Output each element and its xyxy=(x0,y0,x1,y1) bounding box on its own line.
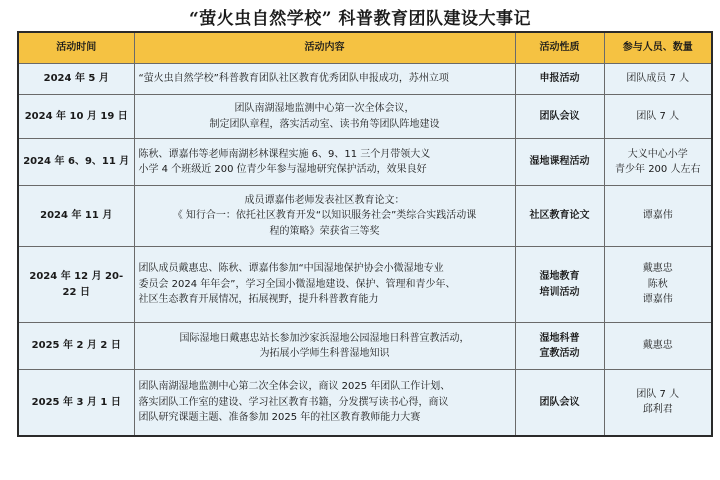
activity-date: 2024 年 11 月 xyxy=(18,186,134,247)
participants-line: 团队成员 7 人 xyxy=(626,73,690,85)
participants xyxy=(604,323,712,370)
activity-nature xyxy=(515,95,604,139)
participants xyxy=(604,247,712,323)
activity-date: 2024 年 12 月 20-22 日 xyxy=(18,247,134,323)
activity-content-line: 程的策略》荣获省三等奖 xyxy=(269,225,380,237)
participants-line: 青少年 200 人左右 xyxy=(615,164,701,175)
activity-content xyxy=(134,370,515,436)
activity-nature-line: 湿地科普 xyxy=(539,332,580,344)
header-participants: 参与人员、数量 xyxy=(604,32,712,64)
activity-content-line: 为拓展小学师生科普湿地知识 xyxy=(259,348,390,359)
activity-nature xyxy=(515,247,604,323)
activity-date: 2025 年 2 月 2 日 xyxy=(18,323,134,370)
events-table xyxy=(17,31,713,437)
header-activity-time: 活动时间 xyxy=(18,32,134,64)
activity-content-line: 社区生态教育开展情况，拓展视野，提升科普教育能力 xyxy=(138,294,379,306)
activity-nature xyxy=(515,64,604,95)
activity-content-line: 落实团队工作室的建设、学习社区教育书籍，分发撰写读书心得，商议 xyxy=(138,396,449,408)
activity-content-line: 制定团队章程，落实活动室、读书角等团队阵地建设 xyxy=(209,118,440,130)
participants xyxy=(604,64,712,95)
activity-nature-line: 申报活动 xyxy=(539,73,580,85)
activity-nature-line: 培训活动 xyxy=(539,286,580,298)
document-title: “萤火虫自然学校” 科普教育团队建设大事记 xyxy=(189,9,531,29)
participants xyxy=(604,370,712,436)
activity-content-line: 团队成员戴惠忠、陈秋、谭嘉伟参加“中国湿地保护协会小微湿地专业 xyxy=(138,263,444,275)
table-row xyxy=(18,64,712,95)
table-row xyxy=(18,95,712,139)
activity-nature-line: 宣教活动 xyxy=(539,348,580,359)
activity-nature-line: 社区教育论文 xyxy=(529,210,590,222)
activity-content xyxy=(134,139,515,186)
activity-content xyxy=(134,186,515,247)
activity-nature-line: 团队会议 xyxy=(539,110,580,122)
table-row xyxy=(18,139,712,186)
activity-nature xyxy=(515,139,604,186)
participants-line: 谭嘉伟 xyxy=(642,210,673,222)
table-row xyxy=(18,323,712,370)
activity-content-line: 国际湿地日戴惠忠站长参加沙家浜湿地公园湿地日科普宣教活动， xyxy=(179,332,470,344)
participants xyxy=(604,139,712,186)
participants-line: 戴惠忠 xyxy=(642,340,673,352)
participants-line: 邱利君 xyxy=(642,404,673,416)
activity-nature-line: 湿地教育 xyxy=(539,271,580,282)
activity-nature-line: 湿地课程活动 xyxy=(529,156,590,168)
activity-content xyxy=(134,323,515,370)
activity-content-line: 小学 4 个班级近 200 位青少年参与湿地研究保护活动，效果良好 xyxy=(138,164,427,175)
table-header-row xyxy=(18,32,712,64)
participants-line: 戴惠忠 xyxy=(642,263,673,275)
table-row xyxy=(18,186,712,247)
activity-date: 2025 年 3 月 1 日 xyxy=(18,370,134,436)
activity-content-line: 团队南湖湿地监测中心第二次全体会议，商议 2025 年团队工作计划、 xyxy=(138,381,451,392)
participants-line: 陈秋 xyxy=(647,278,668,290)
activity-content-line: 委员会 2024 年年会”，学习全国小微湿地建设、保护、管理和青少年、 xyxy=(138,278,456,290)
activity-content-line: 团队南湖湿地监测中心第一次全体会议， xyxy=(234,103,415,114)
activity-content xyxy=(134,95,515,139)
activity-date: 2024 年 5 月 xyxy=(18,64,134,95)
activity-content-line: 成员谭嘉伟老师发表社区教育论文： xyxy=(244,194,405,206)
activity-content xyxy=(134,247,515,323)
header-activity-content: 活动内容 xyxy=(134,32,515,64)
header-activity-nature: 活动性质 xyxy=(515,32,604,64)
activity-date: 2024 年 10 月 19 日 xyxy=(18,95,134,139)
participants xyxy=(604,186,712,247)
activity-nature xyxy=(515,323,604,370)
participants-line: 谭嘉伟 xyxy=(642,294,673,306)
activity-nature-line: 团队会议 xyxy=(539,396,580,408)
activity-date: 2024 年 6、9、11 月 xyxy=(18,139,134,186)
activity-nature xyxy=(515,370,604,436)
activity-content-line: 陈秋、谭嘉伟等老师南湖杉林课程实施 6、9、11 三个月带领大义 xyxy=(138,148,431,160)
table-body xyxy=(18,64,712,436)
activity-content-line: 团队研究课题主题、准备参加 2025 年的社区教育教师能力大赛 xyxy=(138,412,421,423)
participants-line: 大义中心小学 xyxy=(627,148,688,160)
participants xyxy=(604,95,712,139)
table-row xyxy=(18,247,712,323)
table-row xyxy=(18,370,712,436)
activity-content-line: “萤火虫自然学校”科普教育团队社区教育优秀团队申报成功，苏州立项 xyxy=(138,73,449,85)
activity-content-line: 《 知行合一：依托社区教育开发“以知识服务社会”类综合实践活动课 xyxy=(172,210,477,222)
participants-line: 团队 7 人 xyxy=(636,388,680,400)
activity-content xyxy=(134,64,515,95)
participants-line: 团队 7 人 xyxy=(636,110,680,122)
activity-nature xyxy=(515,186,604,247)
